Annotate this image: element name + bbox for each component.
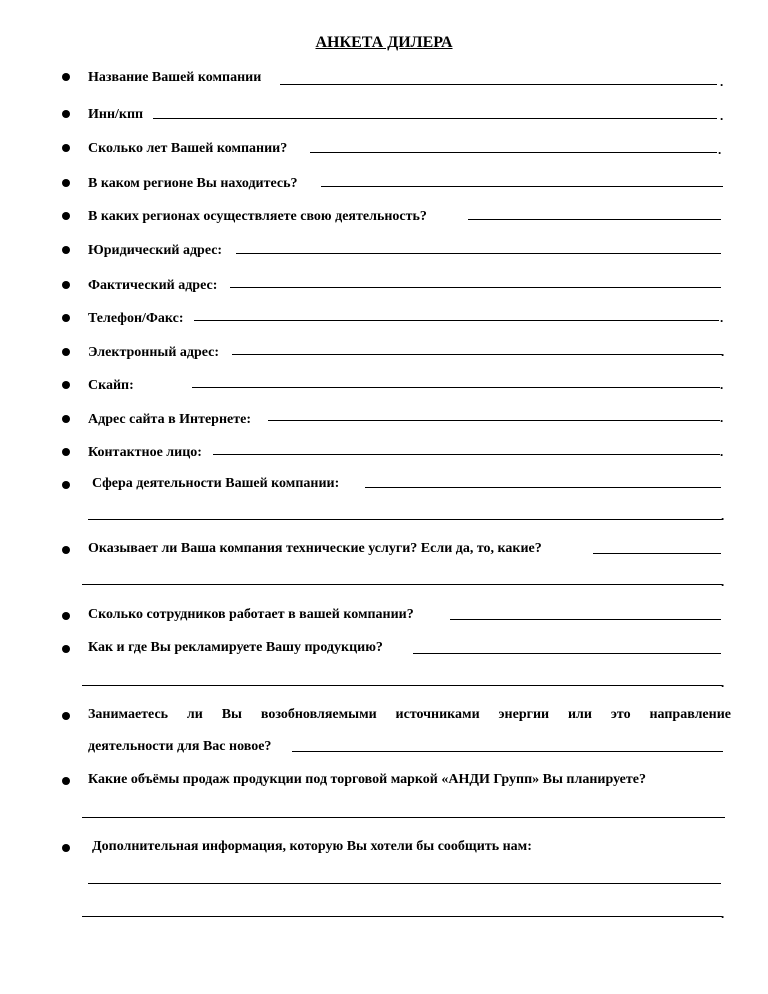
inn-kpp-field-segment [153, 118, 323, 119]
line-end-mark: . [720, 410, 724, 425]
bullet [62, 448, 70, 456]
activity-sphere-label: Сфера деятельности Вашей компании: [92, 476, 340, 491]
line-end-mark: . [721, 344, 725, 359]
advertising-label: Как и где Вы рекламируете Вашу продукцию? [88, 640, 383, 655]
bullet [62, 546, 70, 554]
company-name-field[interactable] [280, 84, 717, 85]
line-end-mark: . [720, 74, 724, 89]
inn-kpp-field-segment [447, 118, 479, 119]
bullet [62, 281, 70, 289]
operating-regions-label: В каких регионах осуществляете свою деятельность? [88, 209, 427, 224]
additional-info-label: Дополнительная информация, которую Вы хотели бы сообщить нам: [92, 839, 532, 854]
line-end-mark: . [720, 310, 724, 325]
activity-sphere-field-segment [494, 487, 678, 488]
line-end-mark: . [721, 508, 725, 523]
inn-kpp-label: Инн/кпп [88, 107, 144, 122]
region-label: В каком регионе Вы находитесь? [88, 176, 298, 191]
line-end-mark: . [721, 574, 725, 589]
renewable-energy-label-line2: деятельности для Вас новое? [88, 739, 272, 754]
skype-field-segment [192, 387, 278, 388]
actual-address-label: Фактический адрес: [88, 278, 218, 293]
company-age-field[interactable] [310, 152, 717, 153]
advertising-field[interactable] [413, 653, 721, 654]
bullet [62, 612, 70, 620]
line-end-mark: . [720, 377, 724, 392]
line-end-mark: . [721, 906, 725, 921]
website-label: Адрес сайта в Интернете: [88, 412, 252, 427]
additional-info-field-line2[interactable] [82, 916, 722, 917]
renewable-energy-label-line1: Занимаетесь ли Вы возобновляемыми источниками энергии или это направление [88, 707, 731, 722]
legal-address-field[interactable] [236, 253, 721, 254]
bullet [62, 712, 70, 720]
technical-services-field[interactable] [593, 553, 721, 554]
bullet [62, 415, 70, 423]
bullet [62, 777, 70, 785]
additional-info-field[interactable] [88, 883, 721, 884]
line-end-mark: . [718, 142, 722, 157]
renewable-energy-field[interactable] [292, 751, 723, 752]
bullet [62, 481, 70, 489]
line-end-mark: . [721, 675, 725, 690]
employees-label: Сколько сотрудников работает в вашей компании? [88, 607, 414, 622]
website-field[interactable] [268, 420, 720, 421]
technical-services-field-line2[interactable] [82, 584, 722, 585]
bullet [62, 381, 70, 389]
company-name-label: Название Вашей компании [88, 70, 262, 85]
company-age-label: Сколько лет Вашей компании? [88, 141, 288, 156]
phone-fax-label: Телефон/Факс: [88, 311, 184, 326]
bullet [62, 144, 70, 152]
bullet [62, 110, 70, 118]
advertising-field-line2[interactable] [82, 685, 722, 686]
activity-sphere-field-segment [365, 487, 490, 488]
contact-person-field-segment [630, 454, 675, 455]
email-label: Электронный адрес: [88, 345, 220, 360]
email-field[interactable] [232, 354, 722, 355]
skype-label: Скайп: [88, 378, 134, 393]
actual-address-field[interactable] [230, 287, 721, 288]
bullet [62, 73, 70, 81]
bullet [62, 212, 70, 220]
bullet [62, 246, 70, 254]
employees-field[interactable] [450, 619, 721, 620]
line-end-mark: . [720, 108, 724, 123]
bullet [62, 179, 70, 187]
sales-volume-label: Какие объёмы продаж продукции под торговой маркой «АНДИ Групп» Вы планируете? [88, 772, 646, 787]
bullet [62, 348, 70, 356]
phone-fax-field[interactable] [194, 320, 719, 321]
region-field[interactable] [321, 186, 723, 187]
activity-sphere-field-line2[interactable] [88, 519, 722, 520]
line-end-mark: . [720, 444, 724, 459]
form-title: АНКЕТА ДИЛЕРА [315, 34, 453, 51]
additional-info-field-segment [88, 883, 165, 884]
technical-services-label: Оказывает ли Ваша компания технические услуги? Если да, то, какие? [88, 541, 542, 556]
operating-regions-field[interactable] [468, 219, 721, 220]
contact-person-label: Контактное лицо: [88, 445, 202, 460]
legal-address-label: Юридический адрес: [88, 243, 223, 258]
bullet [62, 314, 70, 322]
bullet [62, 844, 70, 852]
sales-volume-field-segment [232, 817, 265, 818]
inn-kpp-field-segment [677, 118, 717, 119]
sales-volume-field-segment [448, 817, 725, 818]
bullet [62, 645, 70, 653]
